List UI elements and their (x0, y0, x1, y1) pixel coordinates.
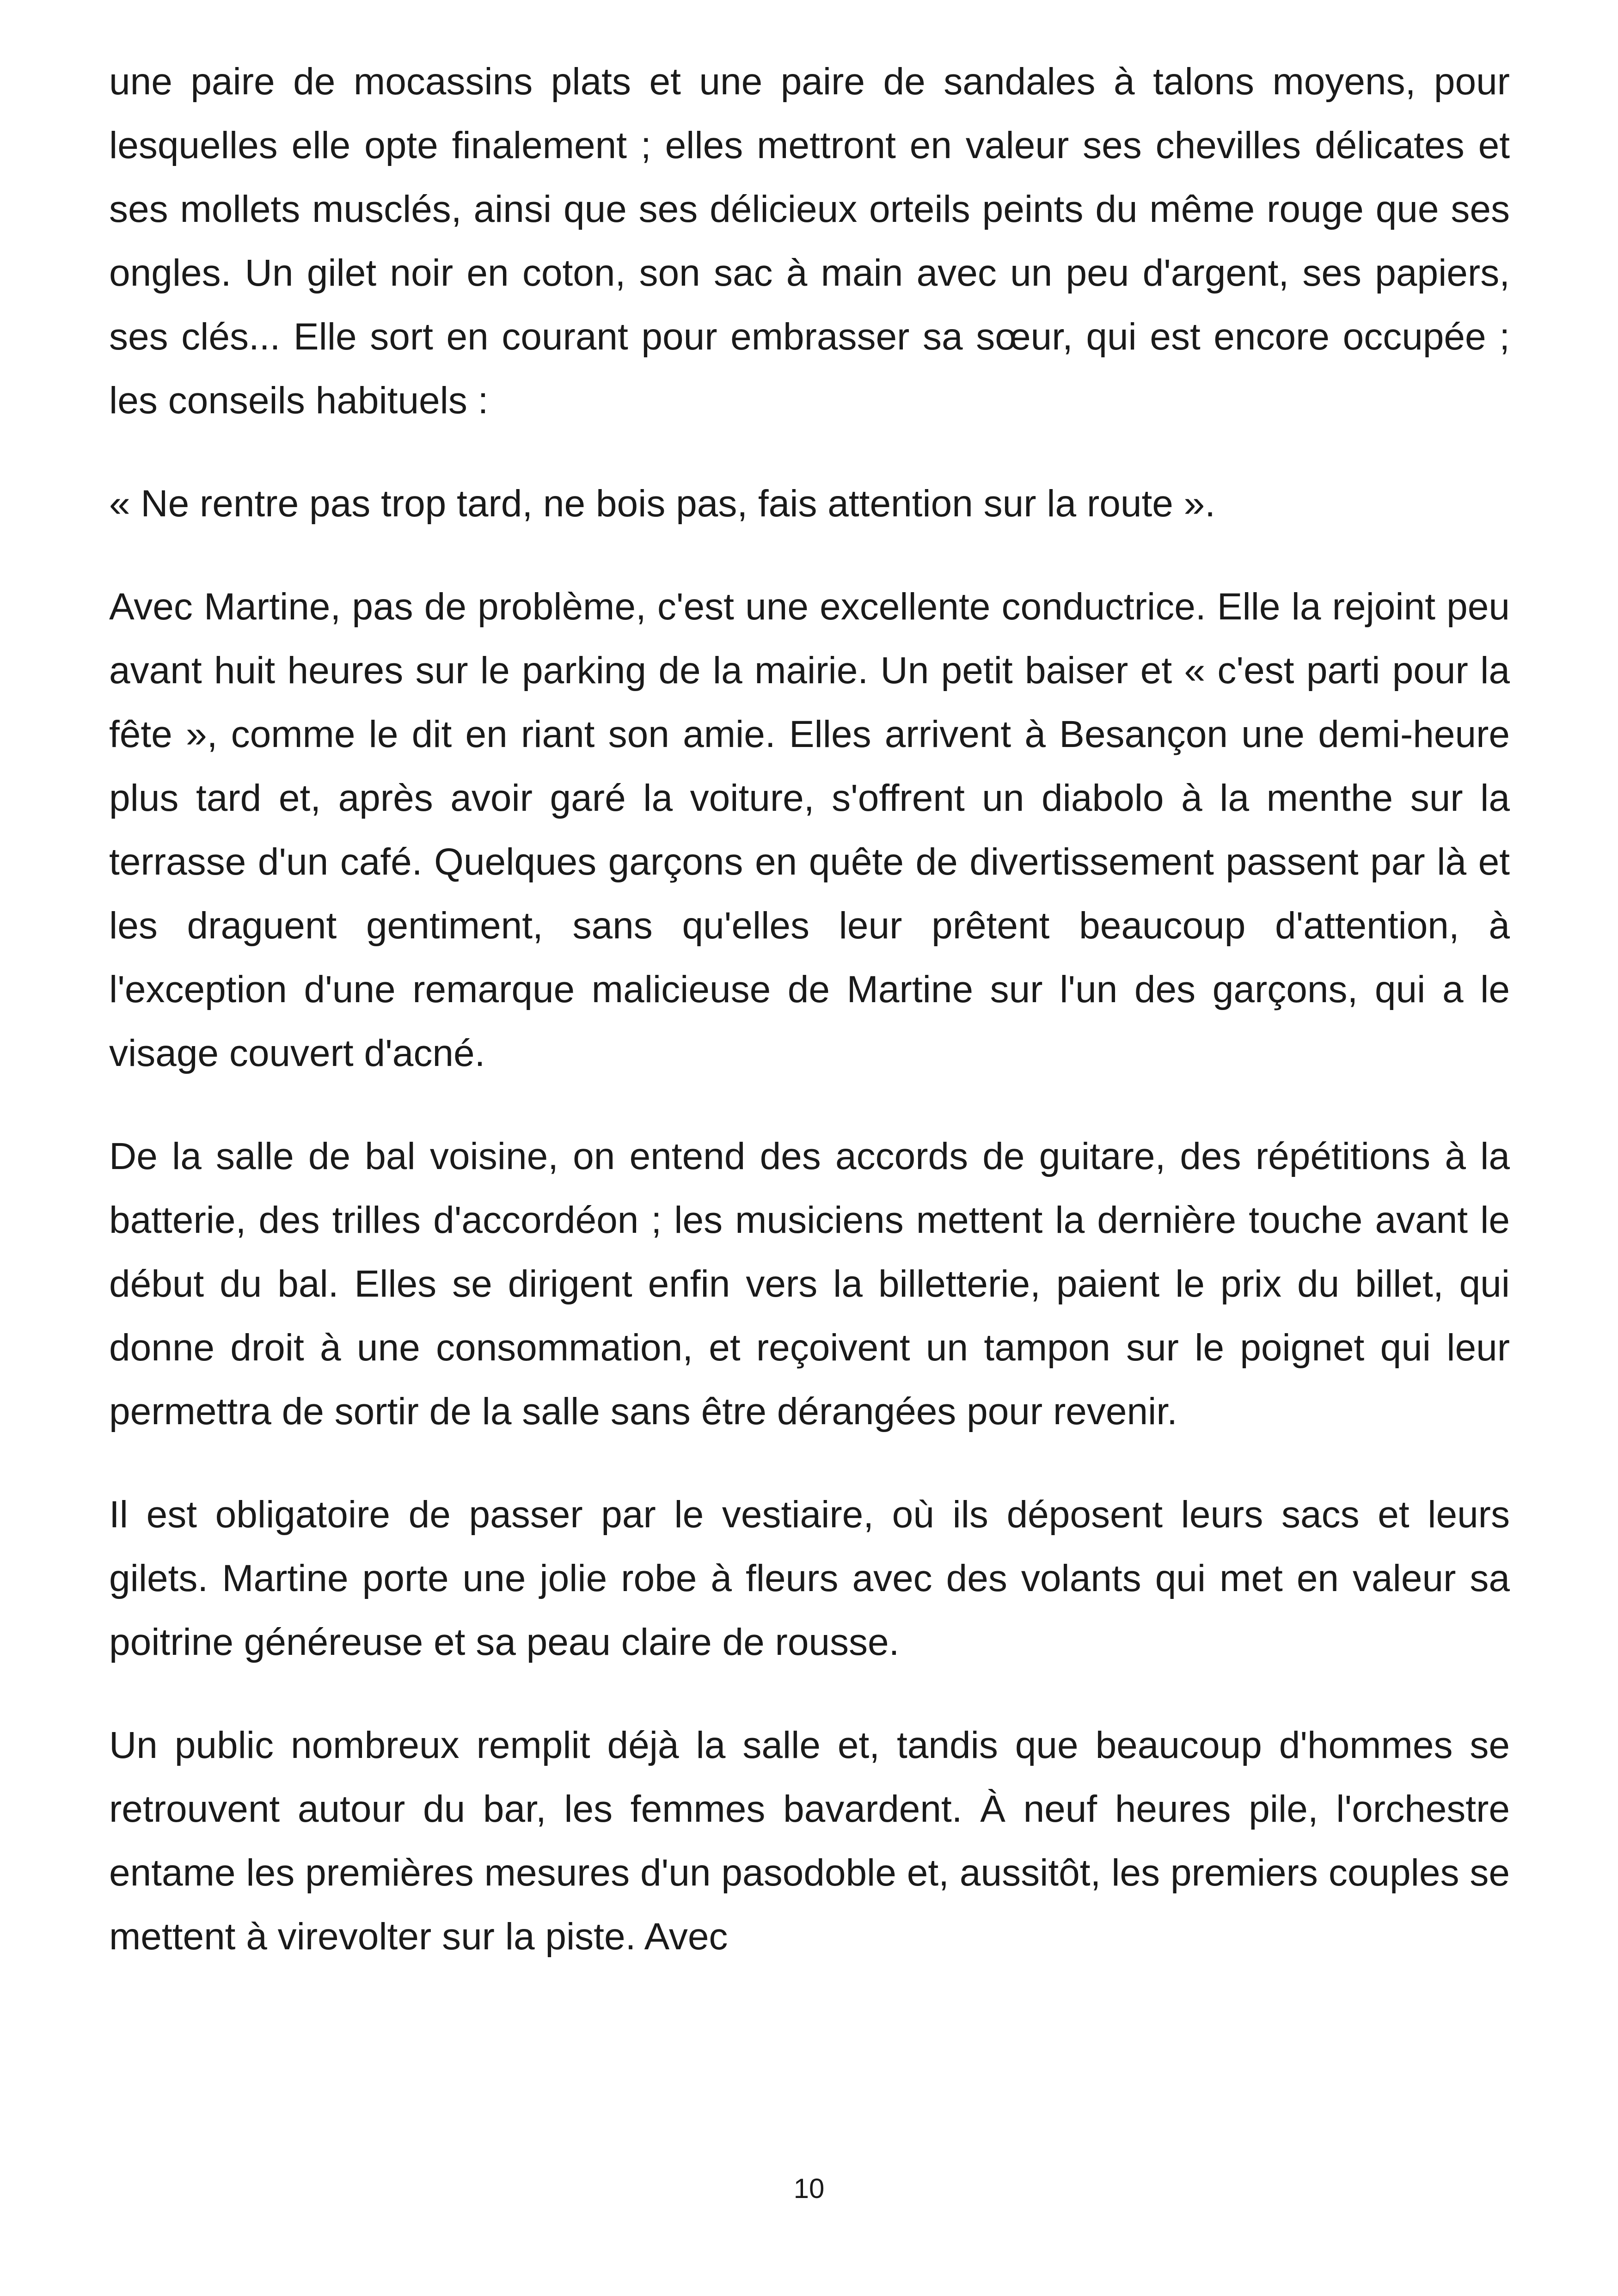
paragraph: une paire de mocassins plats et une paire de sandales à talons moyens, pour lesquelles elle opte finalement ; elles mettront en valeur ses chevilles délicates et ses mollets musclés, ainsi que ses délicieux orteils peints du même rouge que ses ongles. Un gilet noir en coton, son sac à main avec un peu d'argent, ses papiers, ses clés... Elle sort en courant pour embrasser sa sœur, qui est encore occupée ; les conseils habituels : (109, 61, 1510, 422)
page-number: 10 (793, 2173, 825, 2204)
paragraph: « Ne rentre pas trop tard, ne bois pas, fais attention sur la route ». (109, 483, 1216, 525)
paragraph: Il est obligatoire de passer par le vestiaire, où ils déposent leurs sacs et leurs gilets. Martine porte une jolie robe à fleurs avec des volants qui met en valeur sa poitrine généreuse et sa peau claire de rousse. (109, 1494, 1510, 1663)
paragraph: Avec Martine, pas de problème, c'est une excellente conductrice. Elle la rejoint peu avant huit heures sur le parking de la mairie. Un petit baiser et « c'est parti pour la fête », comme le dit en riant son amie. Elles arrivent à Besançon une demi-heure plus tard et, après avoir garé la voiture, s'offrent un diabolo à la menthe sur la terrasse d'un café. Quelques garçons en quête de divertissement passent par là et les draguent gentiment, sans qu'elles leur prêtent beaucoup d'attention, à l'exception d'une remarque malicieuse de Martine sur l'un des garçons, qui a le visage couvert d'acné. (109, 586, 1510, 1074)
paragraph: Un public nombreux remplit déjà la salle et, tandis que beaucoup d'hommes se retrouvent autour du bar, les femmes bavardent. À neuf heures pile, l'orchestre entame les premières mesures d'un pasodoble et, aussitôt, les premiers couples se mettent à virevolter sur la piste. Avec (109, 1724, 1510, 1958)
paragraph: De la salle de bal voisine, on entend des accords de guitare, des répétitions à la batterie, des trilles d'accordéon ; les musiciens mettent la dernière touche avant le début du bal. Elles se dirigent enfin vers la billetterie, paient le prix du billet, qui donne droit à une consommation, et reçoivent un tampon sur le poignet qui leur permettra de sortir de la salle sans être dérangées pour revenir. (109, 1135, 1510, 1433)
body-text (109, 50, 1510, 1969)
